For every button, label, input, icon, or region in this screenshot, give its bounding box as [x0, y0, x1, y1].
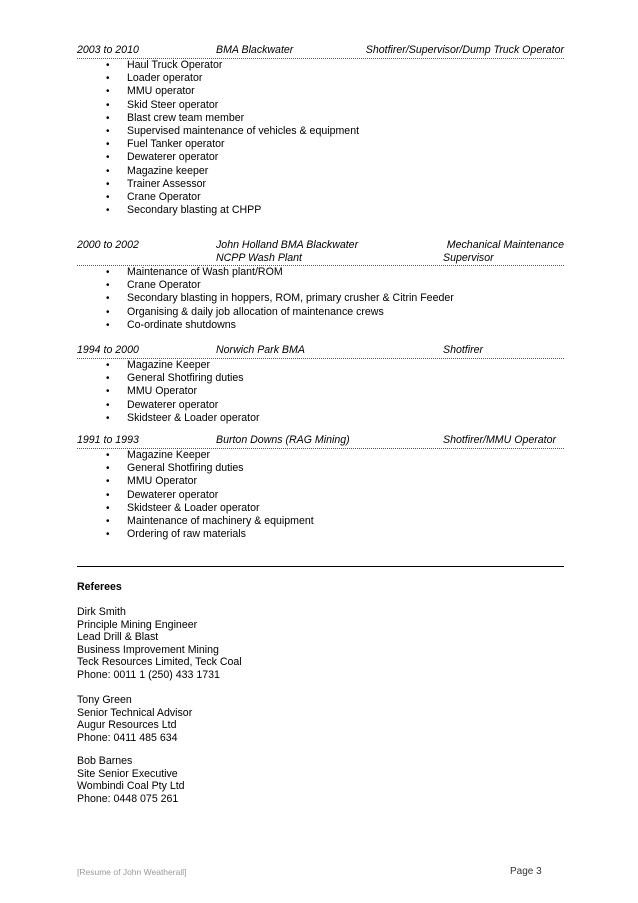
job-role: Shotfirer — [443, 344, 484, 356]
referee-title: Site Senior Executive — [77, 767, 178, 780]
job-dates: 1991 to 1993 — [77, 434, 139, 446]
referee-phone: Phone: 0011 1 (250) 433 1731 — [77, 668, 220, 681]
referee-title: Principle Mining Engineer — [77, 618, 198, 631]
footer-page-number: Page 3 — [510, 866, 542, 877]
duty-item: • Magazine Keeper — [77, 449, 564, 462]
referee-name: Dirk Smith — [77, 606, 126, 618]
duty-item: • Skid Steer operator — [77, 99, 564, 112]
duty-item: • MMU Operator — [77, 385, 564, 398]
duty-item: • Organising & daily job allocation of maintenance crews — [77, 306, 564, 319]
referee-company: Teck Resources Limited, Teck Coal — [77, 656, 242, 669]
job-dates: 1994 to 2000 — [77, 344, 139, 356]
duty-item: • Dewaterer operator — [77, 151, 564, 164]
duty-item: • Secondary blasting at CHPP — [77, 204, 564, 217]
duty-list — [77, 59, 564, 217]
job-header — [77, 239, 564, 266]
referee-company: Augur Resources Ltd — [77, 719, 177, 732]
duty-item: • MMU Operator — [77, 475, 564, 488]
duty-item: • Maintenance of Wash plant/ROM — [77, 266, 564, 279]
job-employer: John Holland BMA Blackwater — [216, 239, 359, 251]
footer-document-name: [Resume of John Weatherall] — [77, 867, 187, 877]
section-divider — [77, 566, 564, 567]
referee-name: Bob Barnes — [77, 755, 133, 767]
referees-heading: Referees — [77, 581, 122, 593]
referee-name: Tony Green — [77, 694, 132, 706]
job-dates: 2000 to 2002 — [77, 239, 139, 251]
job-role: Mechanical Maintenance — [446, 239, 564, 251]
job-employer: BMA Blackwater — [216, 44, 294, 56]
job-header — [77, 434, 564, 449]
duty-item: • Fuel Tanker operator — [77, 138, 564, 151]
duty-item: • General Shotfiring duties — [77, 462, 564, 475]
job-employer: Burton Downs (RAG Mining) — [216, 434, 350, 446]
referee-role: Lead Drill & Blast — [77, 631, 159, 644]
duty-item: • Skidsteer & Loader operator — [77, 502, 564, 515]
job-entry — [77, 239, 564, 332]
duty-item: • Magazine keeper — [77, 165, 564, 178]
duty-item: • Loader operator — [77, 72, 564, 85]
duty-item: • Co-ordinate shutdowns — [77, 319, 564, 332]
duty-item: • Skidsteer & Loader operator — [77, 412, 564, 425]
referee-title: Senior Technical Advisor — [77, 706, 193, 719]
job-header — [77, 344, 564, 359]
referee-entry — [77, 694, 192, 744]
duty-item: • Dewaterer operator — [77, 399, 564, 412]
duty-item: • Blast crew team member — [77, 112, 564, 125]
job-role: Shotfirer/MMU Operator — [443, 434, 557, 446]
referee-department: Business Improvement Mining — [77, 643, 219, 656]
referee-entry — [77, 755, 185, 805]
duty-item: • Supervised maintenance of vehicles & equipment — [77, 125, 564, 138]
duty-item: • Secondary blasting in hoppers, ROM, primary crusher & Citrin Feeder — [77, 292, 564, 305]
referee-company: Wombindi Coal Pty Ltd — [77, 780, 185, 793]
referee-phone: Phone: 0411 485 634 — [77, 731, 178, 744]
referee-phone: Phone: 0448 075 261 — [77, 792, 179, 805]
job-header — [77, 44, 564, 59]
job-entry — [77, 344, 564, 425]
duty-list — [77, 449, 564, 541]
duty-list — [77, 266, 564, 332]
job-entry — [77, 44, 564, 217]
duty-item: • Maintenance of machinery & equipment — [77, 515, 564, 528]
job-employer-line-2: NCPP Wash Plant — [216, 251, 302, 264]
duty-item: • Dewaterer operator — [77, 489, 564, 502]
duty-item: • Magazine Keeper — [77, 359, 564, 372]
referee-entry — [77, 606, 242, 682]
job-role: Shotfirer/Supervisor/Dump Truck Operator — [365, 44, 564, 56]
duty-item: • Crane Operator — [77, 279, 564, 292]
job-entry — [77, 434, 564, 541]
job-dates: 2003 to 2010 — [77, 44, 139, 56]
job-role-line-2: Supervisor — [443, 251, 494, 264]
duty-item: • Trainer Assessor — [77, 178, 564, 191]
job-employer: Norwich Park BMA — [216, 344, 305, 356]
duty-item: • General Shotfiring duties — [77, 372, 564, 385]
duty-item: • Crane Operator — [77, 191, 564, 204]
duty-item: • Haul Truck Operator — [77, 59, 564, 72]
duty-item: • MMU operator — [77, 85, 564, 98]
duty-list — [77, 359, 564, 425]
duty-item: • Ordering of raw materials — [77, 528, 564, 541]
